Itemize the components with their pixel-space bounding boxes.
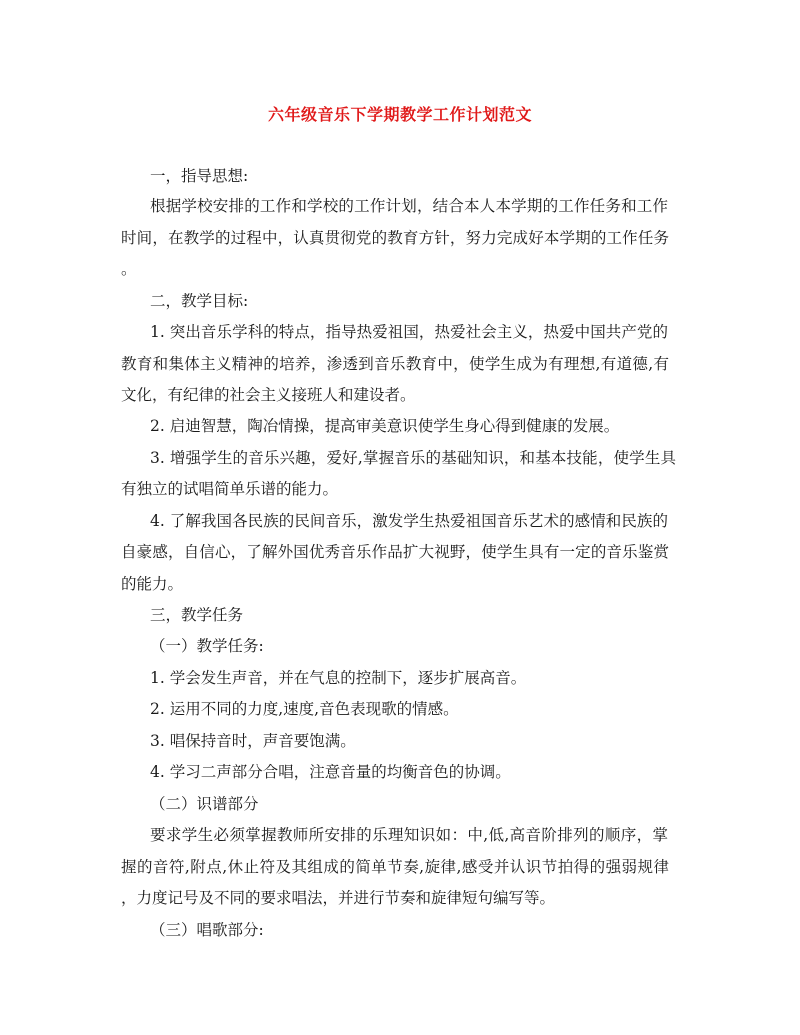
subsection-heading: （三）唱歌部分: [150, 921, 264, 939]
paragraph-line: 有独立的试唱简单乐谱的能力。 [121, 480, 339, 498]
subsection-heading: （二）识谱部分 [150, 795, 259, 813]
document-title: 六年级音乐下学期教学工作计划范文 [267, 105, 532, 124]
section-heading: 二，教学目标: [150, 292, 249, 310]
paragraph-line: 。 [121, 260, 137, 278]
paragraph-line: 1. 突出音乐学科的特点，指导热爱祖国，热爱社会主义，热爱中国共产党的 [150, 323, 668, 341]
paragraph-line: 握的音符,附点,休止符及其组成的简单节奏,旋律,感受并认识节拍得的强弱规律 [121, 858, 669, 876]
list-item: 3. 唱保持音时，声音要饱满。 [150, 732, 356, 750]
paragraph-line: 根据学校安排的工作和学校的工作计划，结合本人本学期的工作任务和工作 [150, 197, 668, 215]
paragraph-line: 文化，有纪律的社会主义接班人和建设者。 [121, 386, 416, 404]
paragraph-line: 3. 增强学生的音乐兴趣，爱好,掌握音乐的基础知识，和基本技能，使学生具 [150, 449, 676, 467]
section-heading: 一，指导思想: [150, 167, 249, 185]
paragraph-line: 要求学生必须掌握教师所安排的乐理知识如：中,低,高音阶排列的顺序，掌 [150, 826, 668, 844]
paragraph-line: 时间，在教学的过程中，认真贯彻党的教育方针，努力完成好本学期的工作任务 [121, 229, 669, 247]
list-item: 1. 学会发生声音，并在气息的控制下，逐步扩展高音。 [150, 669, 527, 687]
paragraph-line: 自豪感，自信心，了解外国优秀音乐作品扩大视野，使学生具有一定的音乐鉴赏 [121, 543, 669, 561]
subsection-heading: （一）教学任务: [150, 637, 264, 655]
paragraph-line: 的能力。 [121, 575, 184, 593]
paragraph-line: 4. 了解我国各民族的民间音乐，激发学生热爱祖国音乐艺术的感情和民族的 [150, 512, 668, 530]
list-item: 2. 运用不同的力度,速度,音色表现歌的情感。 [150, 700, 459, 718]
list-item: 4. 学习二声部分合唱，注意音量的均衡音色的协调。 [150, 763, 511, 781]
section-heading: 三，教学任务 [150, 606, 244, 624]
paragraph-line: ，力度记号及不同的要求唱法，并进行节奏和旋律短句编写等。 [121, 889, 556, 907]
paragraph-line: 教育和集体主义精神的培养，渗透到音乐教育中，使学生成为有理想,有道德,有 [121, 355, 669, 373]
paragraph-line: 2. 启迪智慧，陶冶情操，提高审美意识使学生身心得到健康的发展。 [150, 417, 620, 435]
